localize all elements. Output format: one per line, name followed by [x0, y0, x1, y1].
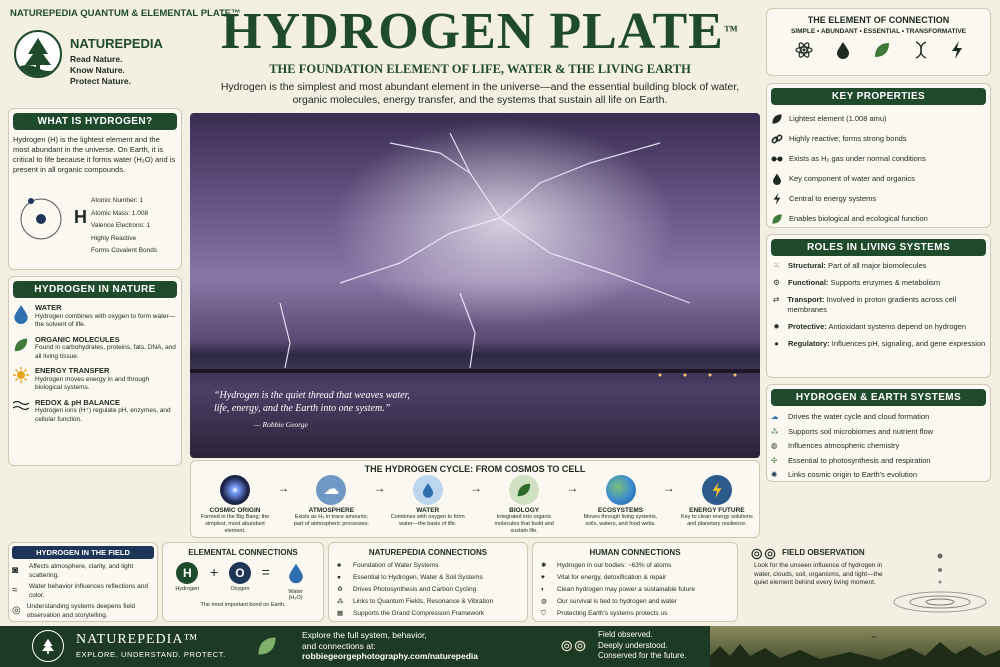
leaf-icon [771, 113, 783, 125]
forest-silhouette-graphic [710, 626, 1000, 667]
arrow-icon: → [662, 481, 675, 495]
observe-title: FIELD OBSERVATION [782, 548, 865, 557]
hydrogen-symbol: H [176, 562, 198, 584]
cycle-step-title: ATMOSPHERE [308, 507, 355, 514]
nature-item-title: WATER [35, 303, 62, 312]
human-item-text: Our survival is tied to hydrogen and water [557, 597, 677, 605]
npconn-item [337, 584, 519, 596]
atom-icon [795, 41, 813, 59]
what-text: Hydrogen (H) is the lightest element and the most abundant in the universe. On Earth, it is critical to life because it forms water (H₂O) and is present in all organic compounds. [13, 135, 176, 174]
storm-photo [190, 113, 760, 458]
key-item [771, 109, 986, 129]
roles-title: ROLES IN LIVING SYSTEMS [771, 239, 986, 256]
leaf-icon [256, 635, 278, 657]
human-item [541, 572, 729, 584]
key-item-text: Key component of water and organics [789, 174, 915, 183]
role-item [771, 339, 986, 349]
earth-item-text: Links cosmic origin to Earth's evolution [788, 470, 917, 480]
human-item-text: Vital for energy, detoxification & repair [557, 573, 667, 581]
water-drop-icon [13, 304, 29, 324]
cycle-step [390, 475, 466, 535]
brand-tag-3: Protect Nature. [70, 76, 131, 86]
role-item-text: Supports enzymes & metabolism [830, 278, 941, 287]
water-drop-icon [288, 562, 304, 584]
drop-icon: ● [337, 573, 341, 581]
human-title: HUMAN CONNECTIONS [589, 548, 681, 557]
footer-brand: NATUREPEDIA™ [76, 632, 199, 647]
bulb-icon: ◐ [541, 585, 545, 593]
human-item [541, 608, 729, 620]
earth-item-text: Supports soil microbiomes and nutrient flow [788, 426, 934, 436]
field-title: HYDROGEN IN THE FIELD [12, 546, 154, 559]
water-drop-icon [413, 475, 443, 505]
lightning-icon [951, 41, 963, 59]
water-result [281, 562, 311, 601]
water-drop-icon [771, 173, 783, 185]
what-facts [91, 197, 157, 256]
nature-item-text: Found in carbohydrates, proteins, fats, DNA, and all living tissue. [35, 344, 176, 360]
arrow-icon: → [373, 481, 386, 495]
cycle-steps [197, 475, 755, 535]
footer-line-1: Explore the full system, behavior, [302, 630, 427, 640]
leaf-icon [873, 41, 891, 59]
trademark: ™ [723, 24, 739, 39]
what-is-hydrogen-panel [8, 108, 182, 270]
npconn-item-text: Links to Quantum Fields, Resonance & Vibration [353, 597, 494, 605]
cycle-step-text: Key to clean energy solutions and planetary resilience. [680, 514, 753, 527]
human-list [541, 560, 729, 620]
npconn-item-text: Drives Photosynthesis and Carbon Cycling [353, 585, 477, 593]
nature-item-title: ENERGY TRANSFER [35, 366, 110, 375]
oxygen-atom [229, 562, 251, 592]
fact-item: Forms Covalent Bonds [91, 247, 158, 254]
nature-item-title: REDOX & pH BALANCE [35, 397, 121, 407]
cycle-step-title: ECOSYSTEMS [597, 507, 644, 514]
fact-item: Highly Reactive [91, 234, 137, 242]
oxygen-symbol: O [229, 562, 251, 584]
field-panel [8, 542, 158, 622]
footer-closing-1: Field observed. [598, 630, 653, 639]
footer-explore [302, 630, 478, 662]
footer-tag: EXPLORE. UNDERSTAND. PROTECT. [76, 650, 226, 659]
elemental-note: The most important bond on Earth. [200, 602, 286, 608]
earth-item [771, 468, 986, 483]
cycle-step [293, 475, 369, 535]
cycle-step [486, 475, 562, 535]
role-item [771, 322, 986, 332]
globe-icon [606, 475, 636, 505]
earth-item [771, 454, 986, 469]
earth-item-text: Drives the water cycle and cloud formation [788, 412, 930, 422]
role-item-text: Involved in proton gradients across cell membranes [787, 295, 957, 314]
footer [0, 626, 1000, 667]
page-title-text: HYDROGEN PLATE [221, 3, 724, 60]
connection-icons [767, 41, 990, 59]
heart-icon: ♥ [541, 573, 545, 581]
earth-title: HYDROGEN & EARTH SYSTEMS [771, 389, 986, 406]
fact-item: Valence Electrons: 1 [91, 222, 151, 229]
npconn-item [337, 560, 519, 572]
hydrogen-label: Hydrogen [175, 586, 200, 592]
recycle-icon: ♻ [337, 585, 343, 593]
arrow-icon: → [469, 481, 482, 495]
water-drop-icon [836, 41, 850, 59]
cycle-step-title: WATER [416, 507, 440, 514]
arrows-icon: ⇄ [773, 295, 780, 304]
molecule-icon [771, 153, 783, 165]
human-item [541, 596, 729, 608]
npconn-item [337, 572, 519, 584]
field-item [12, 583, 154, 600]
role-item-text: Influences pH, signaling, and gene expression [831, 339, 986, 348]
nature-item [13, 399, 177, 425]
nature-item-text: Hydrogen combines with oxygen to form water—the solvent of life. [35, 312, 176, 328]
plate-series: NATUREPEDIA QUANTUM & ELEMENTAL PLATE™ [10, 8, 241, 19]
nature-item-text: Hydrogen moves energy in and through biological systems. [35, 375, 150, 391]
fact-item: Atomic Number: 1 [91, 197, 144, 204]
sprout-icon: ⁂ [771, 426, 779, 436]
hydrogen-nature-panel [8, 276, 182, 466]
water-ripple-graphic [890, 546, 990, 618]
cycle-title: THE HYDROGEN CYCLE: FROM COSMOS TO CELL [364, 464, 586, 474]
role-item-label: Regulatory: [788, 339, 830, 348]
brand-name: NATUREPEDIA [70, 36, 163, 51]
arrow-icon: → [277, 481, 290, 495]
key-item-text: Lightest element (1.008 amu) [789, 114, 887, 123]
equals-sign: = [261, 564, 270, 580]
naturepedia-connections-panel [328, 542, 528, 622]
quote-text: “Hydrogen is the quiet thread that weaves water, life, energy, and the Earth into one system.” [214, 390, 410, 414]
binoculars-icon: ⊚⊚ [750, 546, 777, 563]
npconn-item-text: Supports the Grand Compression Framework [353, 609, 485, 617]
human-item-text: Hydrogen in our bodies: ~63% of atoms [557, 561, 672, 569]
human-item-text: Clean hydrogen may power a sustainable future [557, 585, 696, 593]
equation [166, 562, 320, 601]
grid-icon: ▦ [337, 609, 344, 617]
hydrogen-atom [175, 562, 199, 592]
key-item [771, 149, 986, 169]
link-icon [771, 133, 783, 145]
key-properties-panel [766, 83, 991, 228]
role-item-label: Transport: [787, 295, 825, 304]
field-item [12, 603, 154, 620]
network-icon: ⁂ [337, 597, 344, 605]
element-symbol: H [74, 207, 87, 227]
role-item [771, 261, 986, 271]
compass-icon: ◎ [12, 605, 21, 617]
key-item-text: Enables biological and ecological function [789, 214, 928, 223]
human-item [541, 584, 729, 596]
lightning-icon [771, 193, 783, 205]
npconn-item [337, 596, 519, 608]
binoculars-icon: ⊚⊚ [560, 638, 587, 655]
cycle-step-text: Exists as H₂ in trace amounts; part of atmospheric processes. [293, 514, 369, 527]
tree-logo-icon [14, 30, 62, 78]
field-item-text: Water behavior influences reflections and color. [29, 583, 148, 599]
brand-tag-1: Read Nature. [70, 54, 123, 64]
cycle-step-title: ENERGY FUTURE [689, 507, 745, 514]
footer-line-2: and connections at: [302, 640, 376, 651]
elemental-title: ELEMENTAL CONNECTIONS [188, 548, 298, 557]
earth-item-text: Influences atmospheric chemistry [788, 441, 900, 451]
leaf-icon [771, 213, 783, 225]
cloud-icon: ☁ [316, 475, 346, 505]
key-item-text: Highly reactive; forms strong bonds [789, 134, 907, 143]
footer-closing-2: Deeply understood. [598, 640, 668, 650]
footer-closing [598, 630, 687, 662]
key-list [771, 109, 986, 229]
sun-icon [13, 367, 29, 383]
cycle-step [197, 475, 273, 535]
oxygen-label: Oxygen [230, 586, 250, 592]
leaf-icon [13, 336, 29, 354]
observe-text: Look for the unseen influence of hydrogen in water, clouds, soil, organisms, and light—the quiet element behind every living moment. [754, 562, 883, 586]
arrow-icon: → [566, 481, 579, 495]
page-subtitle: THE FOUNDATION ELEMENT OF LIFE, WATER & THE LIVING EARTH [269, 62, 691, 76]
quote-author: — Robbie George [254, 420, 308, 429]
nature-title: HYDROGEN IN NATURE [13, 281, 177, 298]
cycle-icon: ✣ [771, 455, 778, 465]
brand-tag-2: Know Nature. [70, 65, 125, 75]
wave-icon: ≈ [12, 585, 18, 597]
globe-icon: ◍ [771, 441, 778, 451]
nature-item-text: Hydrogen ions (H⁺) regulate pH, enzymes, and cellular function. [35, 407, 171, 423]
key-item-text: Exists as H₂ gas under normal conditions [789, 154, 926, 163]
fact-item: Atomic Mass: 1.008 [91, 209, 149, 217]
brand-block [10, 8, 241, 103]
key-item-text: Central to energy systems [789, 194, 877, 203]
role-item-label: Protective: [788, 322, 827, 331]
nature-item [13, 336, 177, 362]
footer-url[interactable]: robbiegeorgephotography.com/naturepedia [302, 651, 478, 661]
cycle-step [583, 475, 659, 535]
key-item [771, 129, 986, 149]
npconn-item-text: Essential to Hydrogen, Water & Soil Systems [353, 573, 483, 581]
cycle-step-title: COSMIC ORIGIN [209, 507, 261, 514]
human-item-text: Protecting Earth's systems protects us [557, 609, 668, 617]
npconn-list [337, 560, 519, 620]
field-observation-block [744, 542, 994, 624]
page-title [195, 4, 765, 60]
field-item [12, 563, 154, 580]
human-item [541, 560, 729, 572]
earth-systems-panel [766, 384, 991, 482]
elemental-panel [162, 542, 324, 622]
person-icon: ✱ [541, 561, 547, 569]
earth-item [771, 410, 986, 425]
cycle-step-text: Formed in the Big Bang; the simplest, most abundant element. [200, 514, 270, 534]
lightning-icon [702, 475, 732, 505]
role-item-text: Antioxidant systems depend on hydrogen [828, 322, 967, 331]
tree-icon: ♣ [337, 561, 342, 569]
dna-icon [914, 41, 928, 59]
globe-icon: ◍ [541, 597, 547, 605]
field-item-text: Understanding systems deepens field observation and storytelling. [26, 603, 136, 619]
earth-item-text: Essential to photosynthesis and respiration [788, 455, 931, 465]
what-title: WHAT IS HYDROGEN? [13, 113, 177, 130]
gear-icon: ⚙ [773, 278, 780, 287]
title-block [195, 4, 765, 107]
nature-item [13, 304, 177, 330]
roles-panel [766, 234, 991, 378]
camera-icon: ◙ [12, 565, 19, 577]
footer-closing-3: Conserved for the future. [598, 651, 687, 660]
npconn-item-text: Foundation of Water Systems [353, 561, 439, 569]
earth-list [771, 410, 986, 483]
cloud-icon: ☁ [771, 412, 779, 422]
shield-icon: ✹ [773, 322, 780, 331]
connection-subtitle: SIMPLE • ABUNDANT • ESSENTIAL • TRANSFORMATIVE [791, 28, 966, 35]
role-item-label: Functional: [788, 278, 829, 287]
atom-diagram [17, 189, 87, 245]
connection-panel [766, 8, 991, 76]
hydrogen-cycle-panel [190, 460, 760, 538]
cycle-step-title: BIOLOGY [509, 507, 540, 514]
cosmos-icon [220, 475, 250, 505]
role-item-label: Structural: [788, 261, 826, 270]
key-item [771, 189, 986, 209]
plus-sign: + [209, 564, 219, 580]
role-item-text: Part of all major biomolecules [828, 261, 927, 270]
npconn-title: NATUREPEDIA CONNECTIONS [368, 548, 488, 557]
leaf-icon [509, 475, 539, 505]
nature-item [13, 367, 177, 393]
footer-logo-icon [32, 630, 64, 662]
wave-icon [13, 399, 29, 413]
cycle-step [679, 475, 755, 535]
earth-item [771, 439, 986, 454]
human-connections-panel [532, 542, 738, 622]
role-item [771, 295, 986, 315]
cycle-step-text: Moves through living systems, soils, waters, and food webs. [583, 514, 658, 527]
page-intro: Hydrogen is the simplest and most abundant element in the universe—and the essential building block of water, organic molecules, energy transfer, and the systems that sustain all life on Earth. [220, 81, 740, 106]
roles-list [771, 261, 986, 349]
key-item [771, 209, 986, 229]
role-item [771, 278, 986, 288]
water-label: Water (H₂O) [288, 589, 303, 601]
earth-item [771, 425, 986, 440]
field-item-text: Affects atmosphere, clarity, and light scattering. [29, 563, 134, 579]
pin-icon: ● [774, 339, 779, 348]
sparkle-icon: ✺ [771, 470, 778, 480]
cycle-step-text: Combines with oxygen to form water—the basis of life. [390, 514, 465, 527]
npconn-item [337, 608, 519, 620]
photo-quote [214, 389, 414, 431]
connection-title: THE ELEMENT OF CONNECTION [807, 15, 950, 25]
key-title: KEY PROPERTIES [771, 88, 986, 105]
cycle-step-text: Integrated into organic molecules that build and sustain life. [494, 514, 554, 534]
key-item [771, 169, 986, 189]
nature-item-title: ORGANIC MOLECULES [35, 334, 120, 344]
shield-icon: ⛉ [541, 609, 546, 617]
grid-icon: ⁙ [773, 261, 780, 270]
